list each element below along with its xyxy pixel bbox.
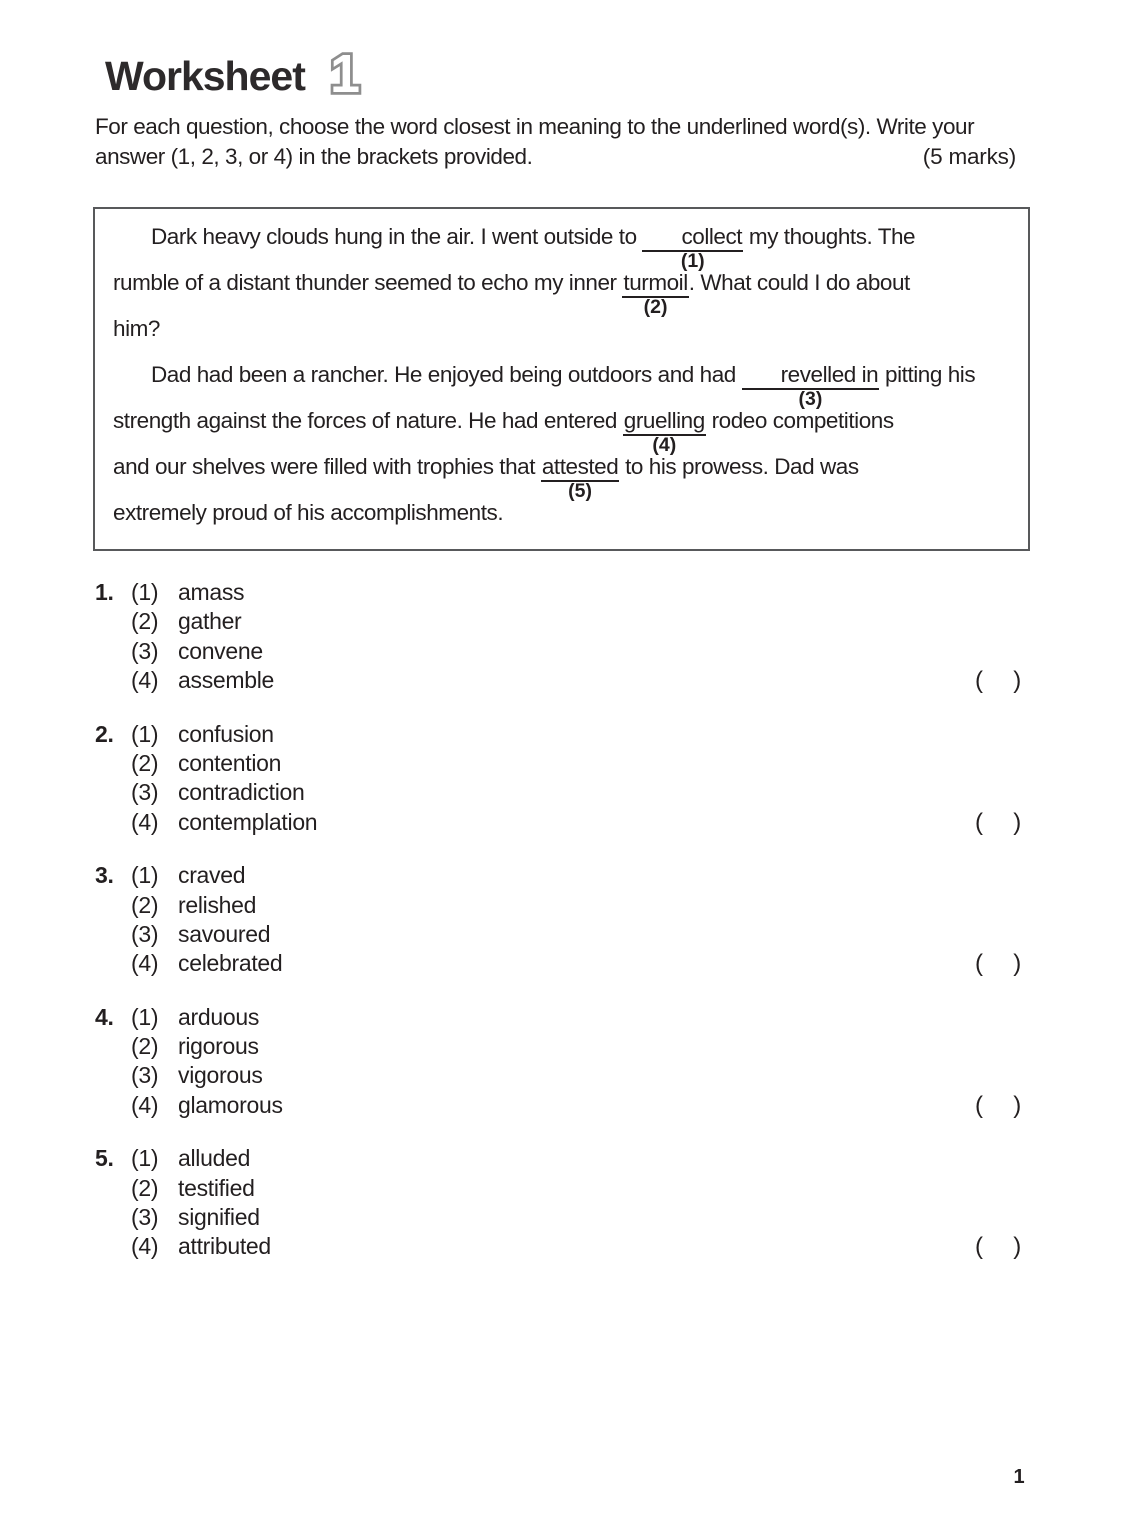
question-number: 3. <box>95 862 114 889</box>
passage-text: . What could I do about <box>688 270 910 295</box>
option-text: attributed <box>178 1233 271 1260</box>
worksheet-number-badge <box>317 42 369 102</box>
question-number <box>95 637 131 666</box>
passage-text: pitting his <box>879 362 976 387</box>
question-block <box>95 1003 1032 1121</box>
answer-brackets[interactable] <box>975 1091 1021 1120</box>
passage-text: rumble of a distant thunder seemed to echo my inner <box>113 270 623 295</box>
answer-bracket-close: ) <box>1013 1233 1021 1261</box>
passage-text: him? <box>113 316 160 341</box>
question-number: 5. <box>95 1145 114 1172</box>
option-row <box>95 1203 1032 1232</box>
option-row <box>95 1061 1032 1090</box>
underlined-word <box>742 361 880 410</box>
passage-text: strength against the forces of nature. He had entered <box>113 408 623 433</box>
underlined-word-text: gruelling <box>623 408 705 433</box>
question-number: 4. <box>95 1003 114 1030</box>
underlined-word-text: revelled in <box>780 362 879 387</box>
worksheet-number: 1 <box>329 44 360 102</box>
passage-text: rodeo competitions <box>705 408 894 433</box>
passage-line <box>113 407 1010 456</box>
question-number <box>95 949 131 978</box>
passage-box <box>93 207 1030 551</box>
question-number <box>95 749 131 778</box>
answer-bracket-close: ) <box>1013 1091 1021 1119</box>
option-number: (3) <box>131 1062 159 1089</box>
option-number: (1) <box>131 862 159 889</box>
option-row <box>95 920 1032 949</box>
question-number <box>95 666 131 695</box>
option-text: gather <box>178 608 242 635</box>
option-number: (3) <box>131 920 159 947</box>
underlined-word-text: turmoil <box>623 270 688 295</box>
option-text: vigorous <box>178 1062 263 1089</box>
option-text: confusion <box>178 720 274 747</box>
option-number: (4) <box>131 667 159 694</box>
option-number: (1) <box>131 579 159 605</box>
underlined-word <box>623 407 706 456</box>
option-text: contention <box>178 749 282 776</box>
passage-text: and our shelves were filled with trophies that <box>113 454 541 479</box>
passage-line <box>113 315 1010 361</box>
option-number: (3) <box>131 637 159 664</box>
question-block <box>95 578 1032 696</box>
option-row <box>95 778 1032 807</box>
question-number <box>95 1232 131 1261</box>
option-number: (3) <box>131 779 159 806</box>
instructions-line-2: answer (1, 2, 3, or 4) in the brackets provided. <box>95 144 533 169</box>
option-row <box>95 637 1032 666</box>
underlined-word <box>622 269 688 318</box>
passage-line <box>113 223 1010 272</box>
option-text: rigorous <box>178 1033 259 1060</box>
passage-line <box>113 453 1010 502</box>
option-row <box>95 1091 1032 1120</box>
option-row <box>95 720 1032 749</box>
passage-text: Dark heavy clouds hung in the air. I went outside to <box>151 224 643 249</box>
option-number: (2) <box>131 608 159 635</box>
passage-line <box>113 361 1010 410</box>
answer-bracket-close: ) <box>1013 667 1021 695</box>
question-number <box>95 778 131 807</box>
passage-line <box>113 499 1010 545</box>
page-number: 1 <box>1013 1466 1025 1488</box>
question-block <box>95 861 1032 979</box>
option-text: assemble <box>178 667 275 694</box>
option-text: contradiction <box>178 779 305 806</box>
passage-lines <box>113 223 1010 545</box>
option-number: (4) <box>131 950 159 977</box>
question-number <box>95 607 131 636</box>
answer-bracket-open: ( <box>975 667 983 695</box>
option-row <box>95 1003 1032 1032</box>
question-number <box>95 891 131 920</box>
answer-brackets[interactable] <box>975 666 1021 695</box>
option-row <box>95 1144 1032 1173</box>
underlined-word-text: collect <box>681 224 743 249</box>
option-row <box>95 578 1032 607</box>
underlined-word <box>541 453 619 502</box>
option-number: (1) <box>131 1145 159 1172</box>
option-number: (2) <box>131 891 159 918</box>
question-number <box>95 920 131 949</box>
option-text: savoured <box>178 920 271 947</box>
question-number <box>95 1203 131 1232</box>
option-row <box>95 607 1032 636</box>
option-row <box>95 666 1032 695</box>
question-number <box>95 1032 131 1061</box>
option-text: celebrated <box>178 950 283 977</box>
option-number: (4) <box>131 1091 159 1118</box>
option-row <box>95 808 1032 837</box>
option-row <box>95 749 1032 778</box>
option-text: convene <box>178 637 263 664</box>
answer-bracket-close: ) <box>1013 950 1021 978</box>
answer-brackets[interactable] <box>975 808 1021 837</box>
option-number: (2) <box>131 1174 159 1201</box>
option-row <box>95 891 1032 920</box>
underlined-word <box>642 223 743 272</box>
annotation-number: (3) <box>798 388 823 410</box>
answer-bracket-open: ( <box>975 808 983 836</box>
answer-bracket-open: ( <box>975 1233 983 1261</box>
marks-label: (5 marks) <box>922 144 1016 169</box>
question-block <box>95 720 1032 838</box>
option-number: (1) <box>131 720 159 747</box>
page-title: Worksheet <box>105 53 305 99</box>
option-text: relished <box>178 891 257 918</box>
question-number <box>95 1091 131 1120</box>
answer-bracket-open: ( <box>975 950 983 978</box>
option-text: craved <box>178 862 246 889</box>
option-text: signified <box>178 1204 260 1231</box>
option-row <box>95 1174 1032 1203</box>
passage-text: to his prowess. Dad was <box>619 454 859 479</box>
instructions-line-1: For each question, choose the word closest in meaning to the underlined word(s). Write your <box>95 114 975 139</box>
annotation-number: (5) <box>568 480 592 502</box>
answer-brackets[interactable] <box>975 1232 1021 1261</box>
option-number: (4) <box>131 808 159 835</box>
option-number: (3) <box>131 1204 159 1231</box>
underlined-word-text: attested <box>541 454 619 479</box>
passage-line <box>113 269 1010 318</box>
question-block <box>95 1144 1032 1262</box>
worksheet-header <box>105 42 369 102</box>
annotation-number: (2) <box>643 296 668 318</box>
questions-list <box>95 578 1032 1286</box>
question-number: 1. <box>95 579 114 605</box>
answer-bracket-close: ) <box>1013 808 1021 836</box>
instructions <box>95 112 1032 172</box>
option-text: alluded <box>178 1145 251 1172</box>
question-number <box>95 1061 131 1090</box>
answer-bracket-open: ( <box>975 1091 983 1119</box>
annotation-number: (4) <box>652 434 677 456</box>
passage-text: Dad had been a rancher. He enjoyed being outdoors and had <box>151 362 742 387</box>
option-row <box>95 1032 1032 1061</box>
option-row <box>95 949 1032 978</box>
option-text: arduous <box>178 1003 260 1030</box>
option-text: testified <box>178 1174 255 1201</box>
question-number <box>95 1174 131 1203</box>
passage-text: extremely proud of his accomplishments. <box>113 500 504 525</box>
question-number: 2. <box>95 720 114 747</box>
answer-brackets[interactable] <box>975 949 1021 978</box>
question-number <box>95 808 131 837</box>
option-number: (4) <box>131 1233 159 1260</box>
annotation-number: (1) <box>680 250 705 272</box>
option-number: (2) <box>131 1033 159 1060</box>
option-row <box>95 1232 1032 1261</box>
option-number: (2) <box>131 749 159 776</box>
option-text: amass <box>178 579 245 605</box>
option-text: glamorous <box>178 1091 283 1118</box>
option-text: contemplation <box>178 808 318 835</box>
option-number: (1) <box>131 1003 159 1030</box>
passage-text: my thoughts. The <box>743 224 916 249</box>
option-row <box>95 861 1032 890</box>
